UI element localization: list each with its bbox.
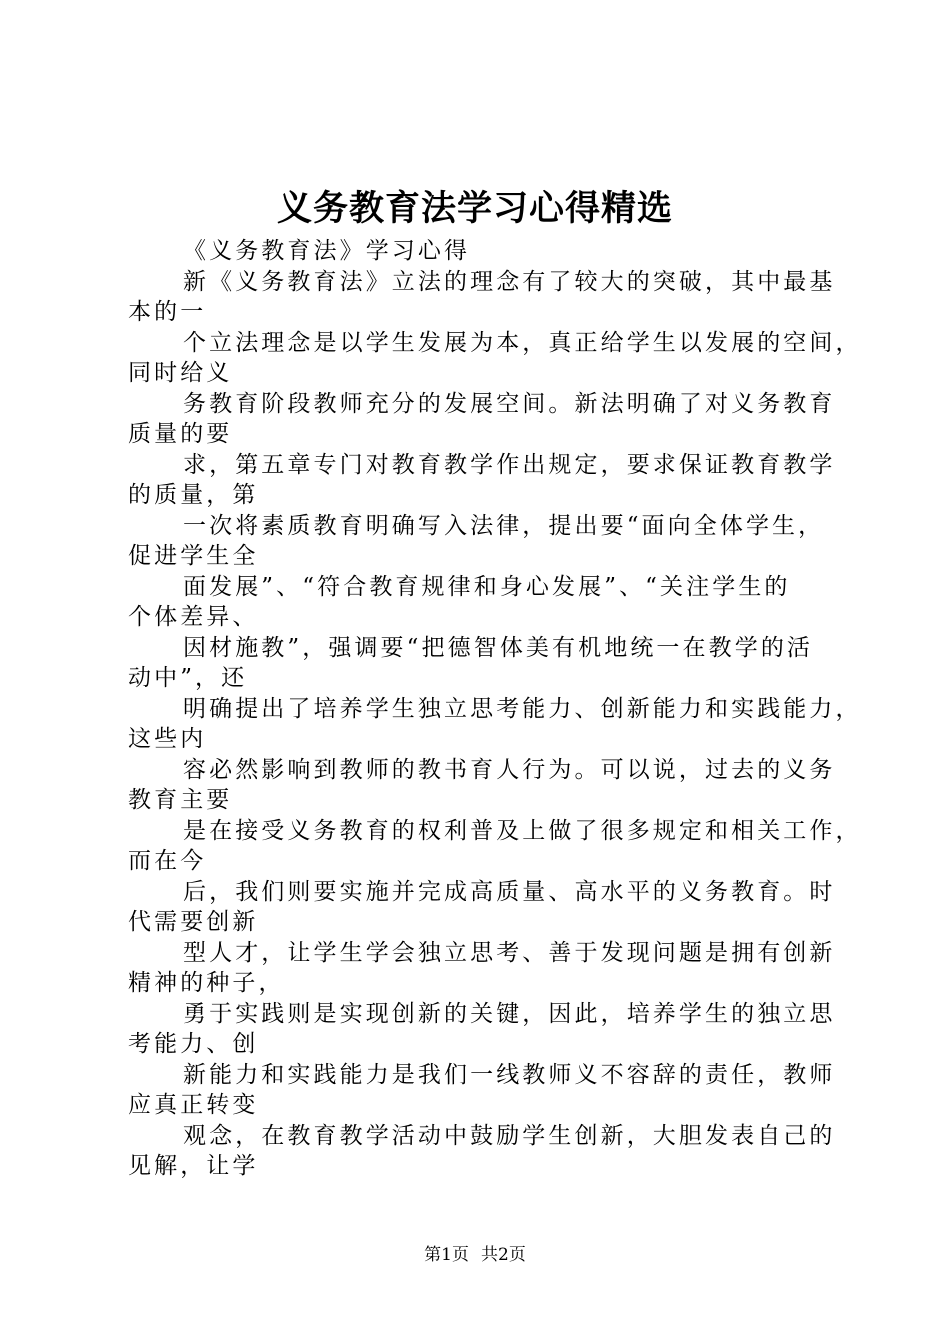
body-line: 务教育阶段教师充分的发展空间。新法明确了对义务教育 bbox=[183, 390, 836, 417]
document-title: 义务教育法学习心得精选 bbox=[276, 188, 673, 229]
body-line: 新《义务教育法》立法的理念有了较大的突破，其中最基 bbox=[183, 268, 836, 295]
body-line: 精神的种子， bbox=[128, 970, 285, 996]
page-number: 第1页 bbox=[424, 1245, 469, 1265]
body-line: 观念，在教育教学活动中鼓励学生创新，大胆发表自己的 bbox=[183, 1122, 836, 1149]
body-line: 明确提出了培养学生独立思考能力、创新能力和实践能力， bbox=[183, 695, 862, 722]
body-line: 而在今 bbox=[128, 848, 207, 874]
body-line: 见解，让学 bbox=[128, 1153, 259, 1179]
page-total: 共2页 bbox=[481, 1245, 526, 1265]
body-line: 个立法理念是以学生发展为本，真正给学生以发展的空间， bbox=[183, 329, 862, 356]
body-line: 促进学生全 bbox=[128, 543, 259, 569]
document-body bbox=[128, 236, 862, 1182]
body-line: 教育主要 bbox=[128, 787, 233, 813]
body-line: 动中”，还 bbox=[128, 665, 248, 691]
body-line: 新能力和实践能力是我们一线教师义不容辞的责任，教师 bbox=[183, 1061, 836, 1088]
body-line: 个体差异、 bbox=[128, 604, 259, 630]
body-line: 型人才，让学生学会独立思考、善于发现问题是拥有创新 bbox=[183, 939, 836, 966]
body-line: 面发展”、“符合教育规律和身心发展”、“关注学生的 bbox=[183, 573, 791, 600]
body-line: 容必然影响到教师的教书育人行为。可以说，过去的义务 bbox=[183, 756, 836, 783]
body-line: 求，第五章专门对教育教学作出规定，要求保证教育教学 bbox=[183, 451, 836, 478]
body-line: 应真正转变 bbox=[128, 1092, 259, 1118]
body-line: 的质量，第 bbox=[128, 482, 259, 508]
body-line: 因材施教”，强调要“把德智体美有机地统一在教学的活 bbox=[183, 634, 814, 661]
body-line: 勇于实践则是实现创新的关键，因此，培养学生的独立思 bbox=[183, 1000, 836, 1027]
body-line: 同时给义 bbox=[128, 360, 233, 386]
body-line: 质量的要 bbox=[128, 421, 233, 447]
body-line: 是在接受义务教育的权利普及上做了很多规定和相关工作， bbox=[183, 817, 862, 844]
body-line: 考能力、创 bbox=[128, 1031, 259, 1057]
body-line: 后，我们则要实施并完成高质量、高水平的义务教育。时 bbox=[183, 878, 836, 905]
page-footer bbox=[0, 1243, 950, 1267]
body-line: 一次将素质教育明确写入法律，提出要“面向全体学生， bbox=[183, 512, 825, 539]
body-line: 《义务教育法》学习心得 bbox=[183, 238, 471, 264]
body-line: 本的一 bbox=[128, 299, 207, 325]
body-line: 这些内 bbox=[128, 726, 207, 752]
body-line: 代需要创新 bbox=[128, 909, 259, 935]
